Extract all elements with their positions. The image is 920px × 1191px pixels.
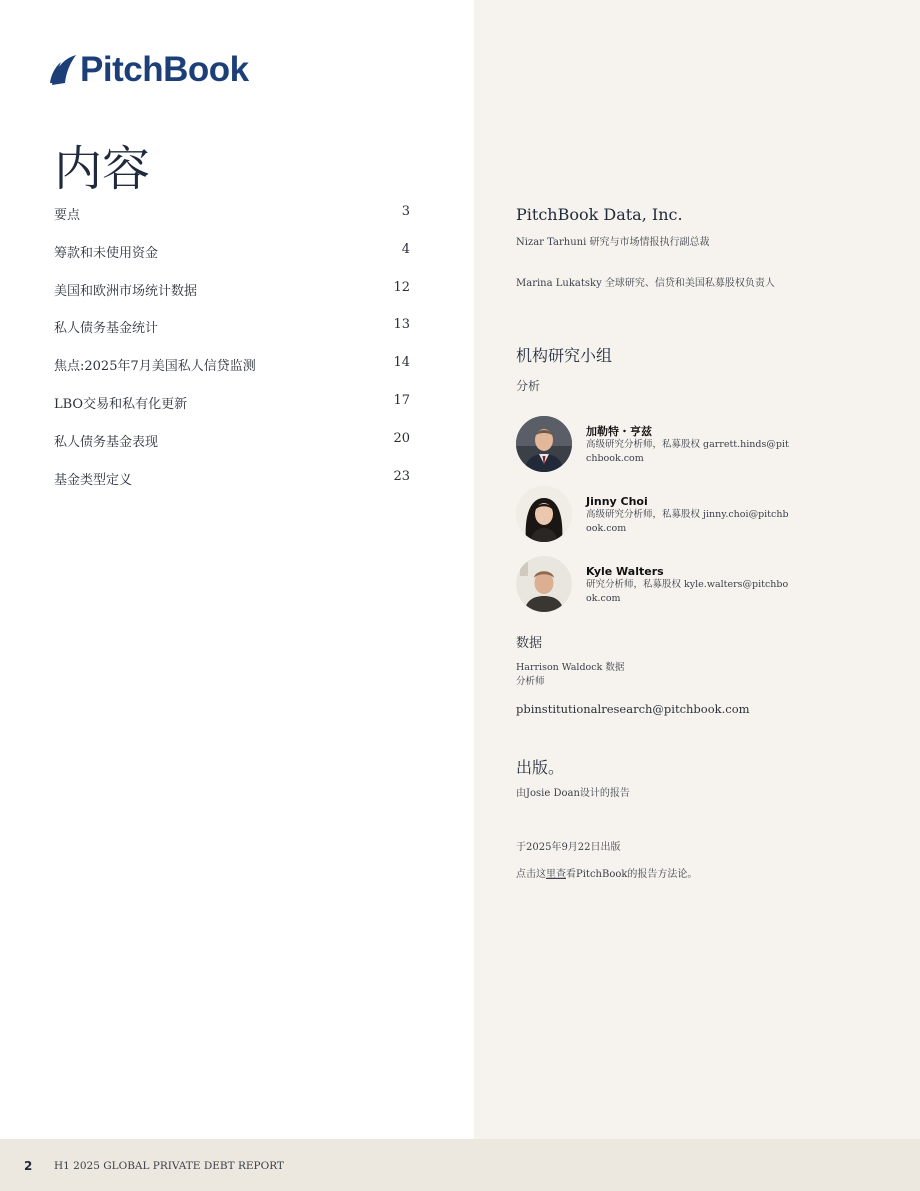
analyst-description[interactable]: 高级研究分析师，私募股权 garrett.hinds@pitchbook.com: [586, 439, 789, 464]
toc-item-label: 私人债务基金表现: [54, 434, 159, 450]
methodology-prefix: 点击这: [516, 869, 546, 880]
page-number: 2: [24, 1159, 33, 1173]
pitchbook-logo[interactable]: [48, 50, 249, 90]
left-panel: [0, 0, 474, 1139]
toc-item[interactable]: [54, 204, 410, 242]
toc-item-label: 要点: [54, 208, 81, 223]
analyst-name: Kyle Walters: [586, 565, 664, 578]
toc-item-label: 筹款和未使用资金: [54, 245, 159, 261]
logo-wordmark: PitchBook: [80, 50, 249, 89]
toc-item-page: 13: [393, 317, 410, 333]
executive-line: Marina Lukatsky 全球研究、信贷和美国私募股权负责人: [516, 278, 775, 289]
data-label: 数据: [516, 636, 543, 651]
toc-item[interactable]: [54, 317, 410, 355]
methodology-link[interactable]: 里查: [546, 869, 566, 880]
toc-item-page: 12: [393, 279, 410, 295]
toc-item[interactable]: [54, 431, 410, 469]
toc-item-label: 基金类型定义: [54, 472, 133, 488]
pitchbook-logo-icon: [48, 53, 78, 87]
analyst-description[interactable]: 高级研究分析师，私募股权 jinny.choi@pitchbook.com: [586, 509, 789, 534]
toc-item[interactable]: [54, 393, 410, 431]
toc-item-label: 焦点:2025年7月美国私人信贷监测: [54, 359, 256, 375]
publish-date: 于2025年9月22日出版: [516, 842, 621, 853]
toc-item-page: 20: [393, 430, 410, 446]
toc-item[interactable]: [54, 280, 410, 318]
analyst-name: 加勒特・亨兹: [586, 425, 652, 438]
toc-item-label: LBO交易和私有化更新: [54, 396, 188, 412]
toc-item-page: 23: [393, 468, 410, 484]
analyst-name: Jinny Choi: [586, 495, 648, 508]
methodology-suffix: 看PitchBook的报告方法论。: [566, 869, 698, 880]
company-name: PitchBook Data, Inc.: [516, 205, 683, 224]
toc-item[interactable]: [54, 469, 410, 507]
avatar: [516, 486, 572, 542]
executive-line: Nizar Tarhuni 研究与市场情报执行副总裁: [516, 237, 710, 248]
toc-item-page: 17: [393, 392, 410, 408]
table-of-contents: [54, 204, 410, 506]
toc-item-page: 4: [401, 241, 410, 257]
toc-item-page: 14: [393, 355, 410, 371]
avatar: [516, 416, 572, 472]
toc-item[interactable]: [54, 355, 410, 393]
toc-item-page: 3: [401, 204, 410, 219]
analyst-description[interactable]: 研究分析师，私募股权 kyle.walters@pitchbook.com: [586, 579, 789, 604]
publishing-heading: 出版。: [516, 758, 565, 777]
designer-credit: 由Josie Doan设计的报告: [516, 788, 630, 799]
analyst-card: [516, 416, 791, 472]
toc-item-label: 私人债务基金统计: [54, 321, 159, 337]
toc-title: 内容: [54, 141, 151, 197]
report-name: H1 2025 GLOBAL PRIVATE DEBT REPORT: [54, 1160, 284, 1172]
toc-item-label: 美国和欧洲市场统计数据: [54, 283, 198, 299]
analyst-card: [516, 486, 791, 542]
institutional-research-heading: 机构研究小组: [516, 346, 613, 365]
analyst-card: [516, 556, 791, 612]
methodology-note: [516, 868, 697, 882]
toc-item[interactable]: [54, 242, 410, 280]
research-email-link[interactable]: pbinstitutionalresearch@pitchbook.com: [516, 702, 750, 716]
avatar: [516, 556, 572, 612]
analysis-label: 分析: [516, 379, 541, 393]
data-analyst: Harrison Waldock 数据分析师: [516, 662, 625, 687]
